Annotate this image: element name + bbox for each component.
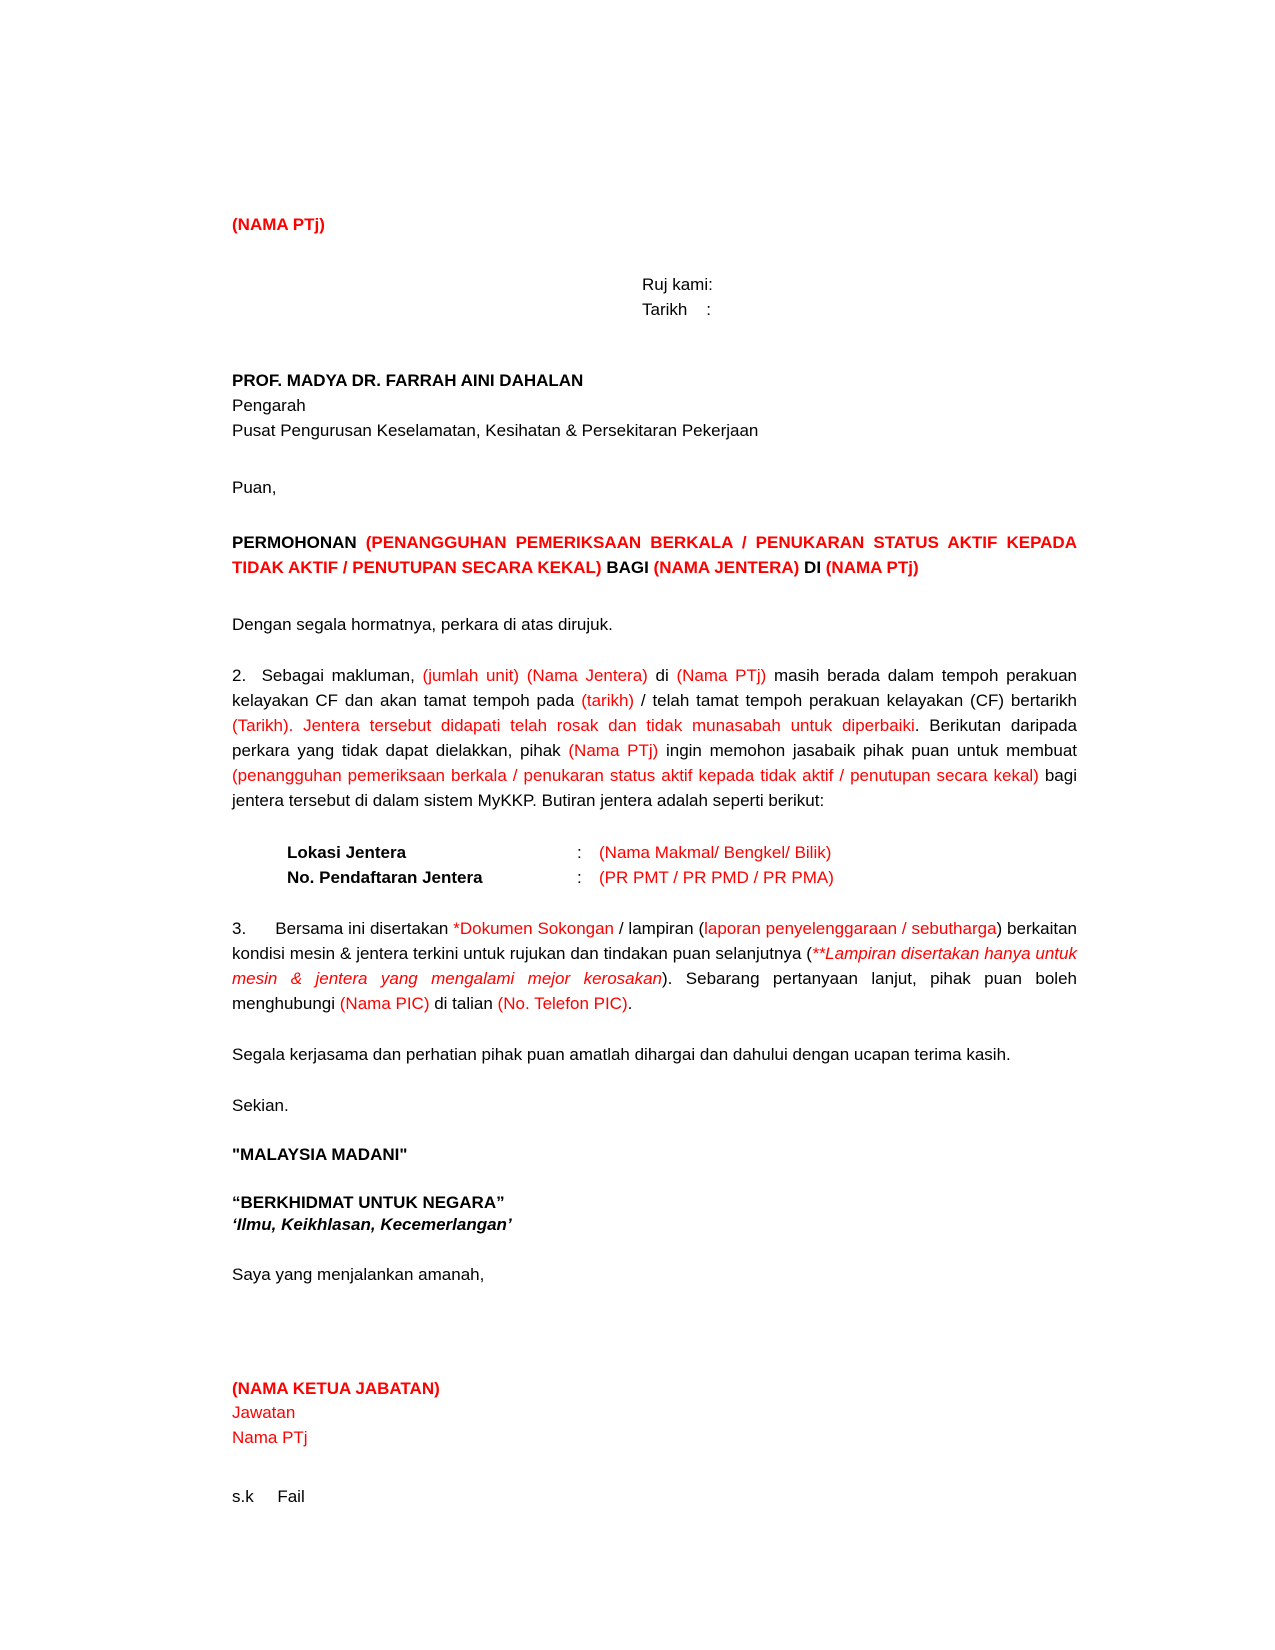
signature-block [232,1377,1125,1451]
detail-row [287,840,834,866]
p3-t3: ) berkaitan kondisi mesin & jentera terkini untuk rujukan dan tindakan puan selanjutnya ( [232,918,1077,963]
slogan-malaysia-madani: "MALAYSIA MADANI" [232,1144,408,1164]
subject-red-options: (PENANGGUHAN PEMERIKSAAN BERKALA / PENUKARAN STATUS AKTIF KEPADA TIDAK AKTIF / PENUTUPAN SECARA KEKAL) [232,532,1077,578]
p2-r5: (Nama PTj) [568,740,659,760]
paragraph-2 [232,664,1077,814]
slogan-berkhidmat: “BERKHIDMAT UNTUK NEGARA” [232,1192,505,1212]
subject-red-ptj: (NAMA PTj) [825,558,919,578]
addressee-name: PROF. MADYA DR. FARRAH AINI DAHALAN [232,370,584,390]
p2-t2: di [647,665,677,685]
p3-r5: (No. Telefon PIC) [497,993,628,1013]
subject-line [232,530,1077,581]
detail-label-lokasi: Lokasi Jentera [287,842,407,862]
p2-r2: (Nama PTj) [676,665,767,685]
subject-red-jentera: (NAMA JENTERA) [653,558,800,578]
p2-r3: (tarikh) [581,690,635,710]
detail-colon-lokasi: : [577,842,582,862]
p2-t1: Sebagai makluman, [261,665,423,685]
p3-t6: . [627,993,633,1013]
detail-value-lokasi: (Nama Makmal/ Bengkel/ Bilik) [599,842,832,862]
p2-t3: masih berada dalam tempoh perakuan kelayakan CF dan akan tamat tempoh pada [232,665,1077,710]
p3-r2: laporan penyelenggaraan / sebutharga [704,918,997,938]
detail-row [287,865,834,891]
addressee-position: Pengarah [232,395,306,415]
p2-t7: bagi jentera tersebut di dalam sistem MyKKP. Butiran jentera adalah seperti berikut: [232,765,1077,810]
p2-r4: (Tarikh). Jentera tersebut didapati telah rosak dan tidak munasabah untuk diperbaiki [232,715,915,735]
p2-t6: ingin memohon jasabaik pihak puan untuk membuat [658,740,1077,760]
signature-name: (NAMA KETUA JABATAN) [232,1378,440,1398]
slogan-ilmu: ‘Ilmu, Keikhlasan, Kecemerlangan’ [232,1214,512,1234]
paragraph-3-number: 3. [232,918,247,938]
carbon-copy: s.k Fail [232,1486,305,1506]
p3-r4: (Nama PIC) [339,993,430,1013]
p2-r6: (penangguhan pemeriksaan berkala / penukaran status aktif kepada tidak aktif / penutupan secara kekal) [232,765,1039,785]
subject-mid: BAGI [601,558,654,578]
subject-prefix: PERMOHONAN [232,532,366,552]
detail-label-pendaftaran: No. Pendaftaran Jentera [287,868,483,888]
header-ptj: (NAMA PTj) [232,215,325,234]
addressee-block [232,369,1125,444]
p3-r1: *Dokumen Sokongan [453,918,615,938]
paragraph-2-number: 2. [232,665,247,685]
p3-t2: / lampiran ( [614,918,705,938]
machine-details [287,840,1125,891]
p2-t4: / telah tamat tempoh perakuan kelayakan (CF) bertarikh [634,690,1077,710]
addressee-department: Pusat Pengurusan Keselamatan, Kesihatan & Persekitaran Pekerjaan [232,420,759,440]
p3-t4: ). Sebarang pertanyaan lanjut, pihak puan boleh menghubungi [232,968,1077,1013]
detail-colon-pendaftaran: : [577,868,582,888]
p3-t5: di talian [429,993,498,1013]
reference-block [642,273,1125,323]
signature-ptj: Nama PTj [232,1428,308,1447]
p2-t5: . Berikutan daripada perkara yang tidak dapat dielakkan, pihak [232,715,1077,760]
reference-ruj: Ruj kami: [642,275,713,294]
p3-r3: **Lampiran disertakan hanya untuk mesin & jentera yang mengalami mejor kerosakan [232,943,1077,988]
salutation: Puan, [232,477,277,497]
paragraph-5: Sekian. [232,1095,289,1115]
paragraph-1: Dengan segala hormatnya, perkara di atas dirujuk. [232,614,613,634]
detail-value-pendaftaran: (PR PMT / PR PMD / PR PMA) [599,868,834,888]
paragraph-4: Segala kerjasama dan perhatian pihak puan amatlah dihargai dan dahului dengan ucapan terima kasih. [232,1044,1011,1064]
subject-suffix: DI [799,558,826,578]
p2-r1: (jumlah unit) (Nama Jentera) [422,665,648,685]
p3-t1: Bersama ini disertakan [275,918,454,938]
signature-position: Jawatan [232,1403,296,1423]
reference-tarikh: Tarikh : [642,299,711,319]
paragraph-3 [232,917,1077,1017]
signature-intro: Saya yang menjalankan amanah, [232,1264,485,1284]
